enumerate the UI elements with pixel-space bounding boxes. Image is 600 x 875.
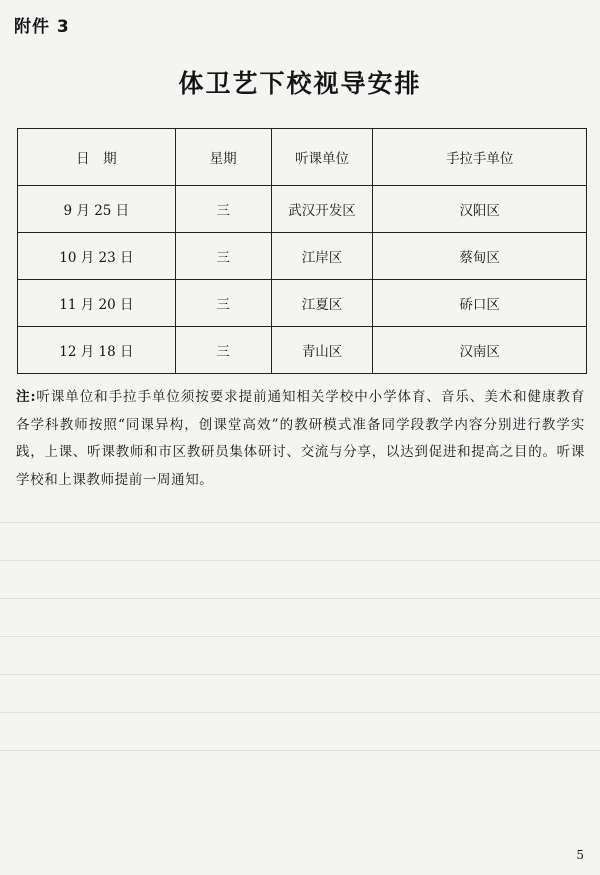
schedule-table (17, 128, 587, 374)
bleed-through-line (0, 560, 600, 561)
cell-weekday: 三 (175, 327, 271, 374)
note-body: 听课单位和手拉手单位须按要求提前通知相关学校中小学体育、音乐、美术和健康教育各学科教师按照“同课异构，创课堂高效”的教研模式准备同学段教学内容分别进行教学实践，上课、听课教师和市区教研员集体研讨、交流与分享，以达到促进和提高之目的。听课学校和上课教师提前一周通知。 (16, 389, 585, 488)
cell-host-unit: 江岸区 (271, 233, 373, 280)
page-title: 体卫艺下校视导安排 (178, 69, 422, 98)
cell-date: 9 月 25 日 (18, 186, 176, 233)
page-number: 5 (576, 848, 584, 862)
table-row (18, 186, 587, 233)
table-header-row (18, 129, 587, 186)
bleed-through-line (0, 712, 600, 713)
note-lead: 注: (16, 389, 37, 405)
bleed-through-line (0, 674, 600, 675)
column-header-date: 日 期 (18, 129, 176, 186)
column-header-partner-unit: 手拉手单位 (373, 129, 587, 186)
cell-date: 10 月 23 日 (18, 233, 176, 280)
cell-date: 12 月 18 日 (18, 327, 176, 374)
cell-partner-unit: 汉阳区 (373, 186, 587, 233)
bleed-through-line (0, 598, 600, 599)
cell-host-unit: 武汉开发区 (271, 186, 373, 233)
cell-weekday: 三 (175, 186, 271, 233)
cell-partner-unit: 硚口区 (373, 280, 587, 327)
table-row (18, 233, 587, 280)
table-row (18, 327, 587, 374)
cell-partner-unit: 蔡甸区 (373, 233, 587, 280)
bleed-through-line (0, 636, 600, 637)
bleed-through-line (0, 522, 600, 523)
cell-date: 11 月 20 日 (18, 280, 176, 327)
bleed-through-line (0, 750, 600, 751)
cell-host-unit: 江夏区 (271, 280, 373, 327)
cell-partner-unit: 汉南区 (373, 327, 587, 374)
cell-weekday: 三 (175, 233, 271, 280)
cell-host-unit: 青山区 (271, 327, 373, 374)
note-paragraph (16, 384, 585, 494)
attachment-label: 附件 3 (14, 17, 70, 37)
cell-weekday: 三 (175, 280, 271, 327)
table-row (18, 280, 587, 327)
column-header-weekday: 星期 (175, 129, 271, 186)
column-header-host-unit: 听课单位 (271, 129, 373, 186)
